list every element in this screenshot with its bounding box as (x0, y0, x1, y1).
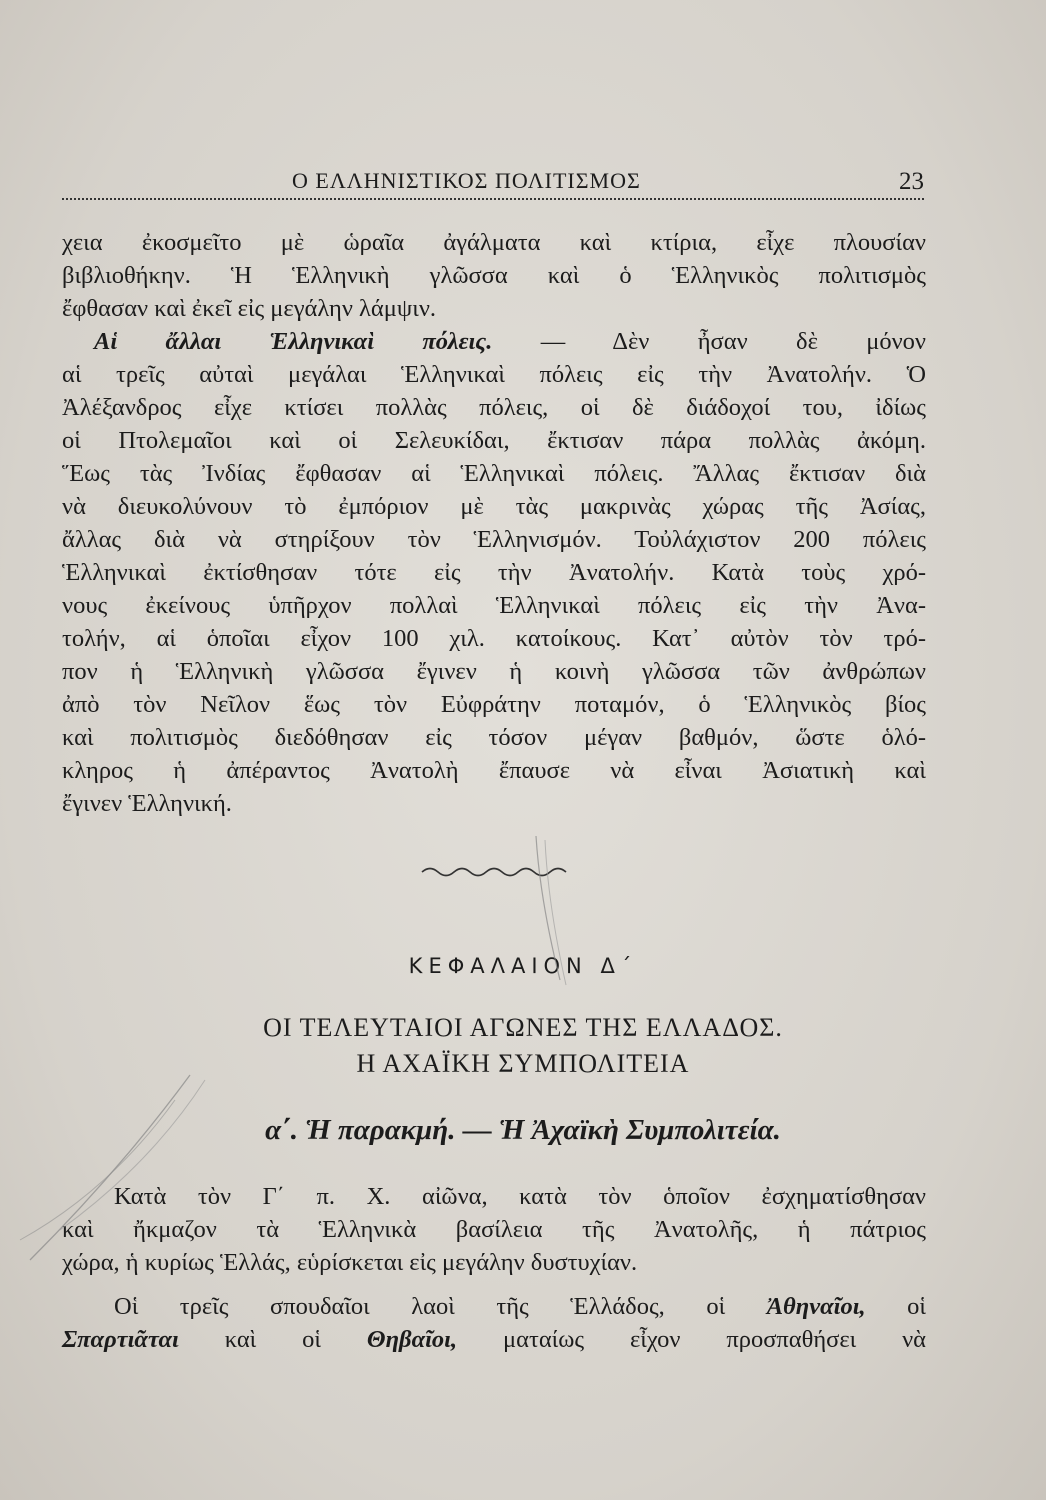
text-line (62, 325, 926, 358)
page-number: 23 (899, 168, 924, 195)
text-line: οἱ Πτολεμαῖοι καὶ οἱ Σελευκίδαι, ἔκτισαν πάρα πολλὰς ἀκόμη. (62, 427, 926, 454)
text-line: τολήν, αἱ ὁποῖαι εἶχον 100 χιλ. κατοίκους. Κατ᾽ αὐτὸν τὸν τρό- (62, 625, 926, 652)
text-line: χεια ἐκοσμεῖτο μὲ ὡραῖα ἀγάλματα καὶ κτίρια, εἶχε πλουσίαν (62, 229, 926, 256)
chapter-title (0, 1010, 1046, 1082)
chapter-title-line: ΟΙ ΤΕΛΕΥΤΑΙΟΙ ΑΓΩΝΕΣ ΤΗΣ ΕΛΛΑΔΟΣ. (263, 1013, 783, 1042)
paragraph-library (62, 226, 926, 325)
paragraph-decline (62, 1180, 926, 1279)
text-line: καὶ πολιτισμὸς διεδόθησαν εἰς τόσον μέγαν βαθμόν, ὥστε ὁλό- (62, 724, 926, 751)
paragraph-other-cities (62, 325, 926, 820)
text-line: ἔγινεν Ἑλληνική. (62, 790, 232, 817)
emphasis-athenians: Ἀθηναῖοι, (766, 1293, 866, 1320)
text-line: νὰ διευκολύνουν τὸ ἐμπόριον μὲ τὰς μακρινὰς χώρας τῆς Ἀσίας, (62, 493, 926, 520)
text-line: ἔφθασαν καὶ ἐκεῖ εἰς μεγάλην λάμψιν. (62, 295, 437, 322)
text-line: Ἑλληνικαὶ ἐκτίσθησαν τότε εἰς τὴν Ἀνατολήν. Κατὰ τοὺς χρό- (62, 559, 926, 586)
text-line: Ἕως τὰς Ἰνδίας ἔφθασαν αἱ Ἑλληνικαὶ πόλεις. Ἄλλας ἔκτισαν διὰ (62, 460, 926, 487)
paragraph-heading: Αἱ ἄλλαι Ἑλληνικαὶ πόλεις. (94, 328, 493, 355)
section-heading: α΄. Ἡ παρακμή. — Ἡ Ἀχαϊκὴ Συμπολιτεία. (265, 1114, 781, 1146)
text-line: καὶ ἤκμαζον τὰ Ἑλληνικὰ βασίλεια τῆς Ἀνατολῆς, ἡ πάτριος (62, 1216, 926, 1243)
text-line: βιβλιοθήκην. Ἡ Ἑλληνικὴ γλῶσσα καὶ ὁ Ἑλληνικὸς πολιτισμὸς (62, 262, 926, 289)
text-fragment: — Δὲν ἦσαν δὲ μόνον (540, 328, 927, 355)
text-line: κληρος ἡ ἀπέραντος Ἀνατολὴ ἔπαυσε νὰ εἶναι Ἀσιατικὴ καὶ (62, 757, 926, 784)
text-line: Κατὰ τὸν Γ΄ π. Χ. αἰῶνα, κατὰ τὸν ὁποῖον ἐσχηματίσθησαν (114, 1183, 926, 1210)
emphasis-thebans: Θηβαῖοι, (366, 1326, 458, 1353)
text-line (62, 1290, 926, 1323)
running-head-title: Ο ΕΛΛΗΝΙΣΤΙΚΟΣ ΠΟΛΙΤΙΣΜΟΣ (292, 168, 641, 193)
chapter-title-line: Η ΑΧΑΪΚΗ ΣΥΜΠΟΛΙΤΕΙΑ (356, 1049, 690, 1078)
text-fragment: καὶ οἱ (224, 1326, 321, 1353)
text-line: χώρα, ἡ κυρίως Ἑλλάς, εὑρίσκεται εἰς μεγάλην δυστυχίαν. (62, 1249, 638, 1276)
running-header (62, 158, 924, 202)
header-rule (62, 198, 924, 200)
text-line: Ἀλέξανδρος εἶχε κτίσει πολλὰς πόλεις, οἱ δὲ διάδοχοί του, ἰδίως (62, 394, 926, 421)
text-line (62, 1323, 926, 1356)
text-fragment: ματαίως εἶχον προσπαθήσει νὰ (503, 1326, 927, 1353)
chapter-label: ΚΕΦΑΛΑΙΟΝ Δ΄ (408, 954, 638, 978)
text-line: πον ἡ Ἑλληνικὴ γλῶσσα ἔγινεν ἡ κοινὴ γλῶσσα τῶν ἀνθρώπων (62, 658, 926, 685)
text-fragment: Οἱ τρεῖς σπουδαῖοι λαοὶ τῆς Ἑλλάδος, οἱ (114, 1293, 726, 1320)
emphasis-spartans: Σπαρτιᾶται (62, 1326, 179, 1353)
text-fragment: οἱ (907, 1293, 927, 1320)
ornament-divider (420, 862, 570, 880)
text-line: ἄλλας διὰ νὰ στηρίξουν τὸν Ἑλληνισμόν. Τοὐλάχιστον 200 πόλεις (62, 526, 926, 553)
paragraph-three-peoples (62, 1290, 926, 1356)
text-line: νους ἐκείνους ὑπῆρχον πολλαὶ Ἑλληνικαὶ πόλεις εἰς τὴν Ἀνα- (62, 592, 926, 619)
text-line: ἀπὸ τὸν Νεῖλον ἕως τὸν Εὐφράτην ποταμόν, ὁ Ἑλληνικὸς βίος (62, 691, 926, 718)
text-line: αἱ τρεῖς αὐταὶ μεγάλαι Ἑλληνικαὶ πόλεις εἰς τὴν Ἀνατολήν. Ὁ (62, 361, 926, 388)
